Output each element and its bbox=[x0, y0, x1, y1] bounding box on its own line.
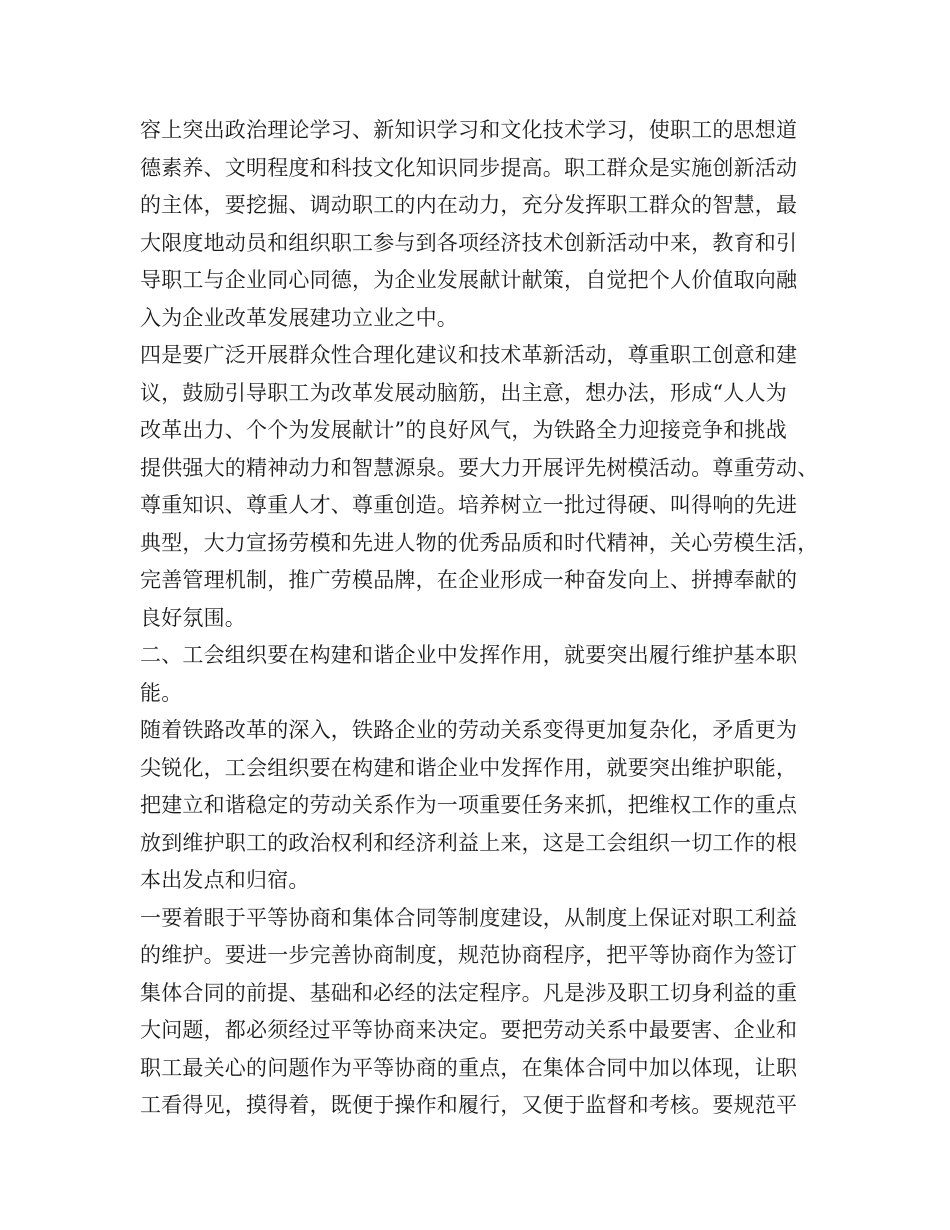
text-line: 议，鼓励引导职工为改革发展动脑筋，出主意，想办法，形成“人人为 bbox=[140, 380, 787, 405]
text-line: 德素养、文明程度和科技文化知识同步提高。职工群众是实施创新活动 bbox=[140, 155, 798, 180]
text-line: 把建立和谐稳定的劳动关系作为一项重要任务来抓，把维权工作的重点 bbox=[140, 793, 798, 817]
text-line: 典型，大力宣扬劳模和先进人物的优秀品质和时代精神，关心劳模生活， bbox=[140, 530, 819, 555]
section-heading-line: 二、工会组织要在构建和谐企业中发挥作用，就要突出履行维护基本职 bbox=[140, 643, 798, 667]
text-line: 改革出力、个个为发展献计”的良好风气，为铁路全力迎接竞争和挑战 bbox=[140, 418, 787, 442]
document-body bbox=[140, 112, 820, 1125]
text-line: 入为企业改革发展建功立业之中。 bbox=[140, 305, 458, 330]
text-line: 完善管理机制，推广劳模品牌，在企业形成一种奋发向上、拼搏奉献的 bbox=[140, 568, 798, 592]
text-line: 尖锐化，工会组织要在构建和谐企业中发挥作用，就要突出维护职能， bbox=[140, 755, 798, 780]
section-heading-line: 能。 bbox=[140, 680, 183, 705]
text-line: 本出发点和归宿。 bbox=[140, 868, 310, 892]
text-line: 放到维护职工的政治权利和经济利益上来，这是工会组织一切工作的根 bbox=[140, 830, 798, 855]
text-line: 良好氛围。 bbox=[140, 605, 246, 630]
text-line: 工看得见，摸得着，既便于操作和履行，又便于监督和考核。要规范平 bbox=[140, 1093, 798, 1117]
text-line: 提供强大的精神动力和智慧源泉。要大力开展评先树模活动。尊重劳动、 bbox=[140, 455, 819, 480]
text-line: 导职工与企业同心同德，为企业发展献计献策，自觉把个人价值取向融 bbox=[140, 268, 798, 292]
text-line: 的主体，要挖掘、调动职工的内在动力，充分发挥职工群众的智慧，最 bbox=[140, 193, 798, 217]
text-line: 一要着眼于平等协商和集体合同等制度建设，从制度上保证对职工利益 bbox=[140, 905, 798, 930]
text-line: 四是要广泛开展群众性合理化建议和技术革新活动，尊重职工创意和建 bbox=[140, 343, 798, 367]
text-line: 大限度地动员和组织职工参与到各项经济技术创新活动中来，教育和引 bbox=[140, 230, 798, 255]
text-line: 集体合同的前提、基础和必经的法定程序。凡是涉及职工切身利益的重 bbox=[140, 980, 798, 1005]
text-line: 职工最关心的问题作为平等协商的重点，在集体合同中加以体现，让职 bbox=[140, 1055, 798, 1080]
text-line: 大问题，都必须经过平等协商来决定。要把劳动关系中最要害、企业和 bbox=[140, 1018, 798, 1042]
text-line: 的维护。要进一步完善协商制度，规范协商程序，把平等协商作为签订 bbox=[140, 943, 798, 967]
text-line: 容上突出政治理论学习、新知识学习和文化技术学习，使职工的思想道 bbox=[140, 118, 798, 142]
text-line: 尊重知识、尊重人才、尊重创造。培养树立一批过得硬、叫得响的先进 bbox=[140, 493, 798, 517]
text-line: 随着铁路改革的深入，铁路企业的劳动关系变得更加复杂化，矛盾更为 bbox=[140, 718, 798, 742]
